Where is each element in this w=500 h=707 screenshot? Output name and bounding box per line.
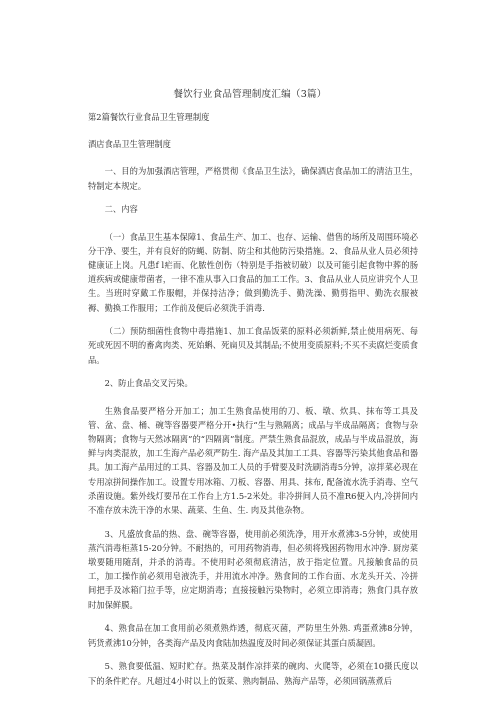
paragraph-purpose: 一、目的为加强酒店管理，严格贯彻《食品卫生法》，确保酒店食品加工的清洁卫生，特制定本规定。: [88, 166, 418, 191]
paragraph-cross-contamination-heading: 2、防止食品交叉污染。: [104, 378, 193, 389]
chapter-heading: 第2篇餐饮行业食品卫生管理制度: [88, 112, 210, 122]
document-title: 餐饮行业食品管理制度汇编（3篇）: [173, 89, 327, 100]
paragraph-storage: 5、熟食要低温、短时贮存。热菜及制作凉拌菜的碗肉、火爬等，必须在10摄氏度以下的条件贮存。凡超过4小时以上的饭菜、熟肉制品、熟海产品等，必须回锅蒸煮后: [88, 661, 418, 686]
paragraph-poisoning-prevention: （二）预防细菌性食物中毒措施1、加工食品饭菜的原料必须新鲜,禁止使用病死、每死或死因不明的畜禽肉类、死始蝌、死扁贝及其制品;不使用变质原料;不买不卖腐烂变质食品。: [88, 326, 418, 365]
section-heading: 酒店食品卫生管理制度: [88, 139, 171, 150]
paragraph-content-heading: 二、内容: [104, 204, 138, 215]
document-body: [88, 110, 418, 697]
paragraph-separation-rules: 生熟食品要严格分开加工；加工生熟食品使用的刀、板、墩、炊具、抹布等工具及管、盆、盘、桶、碗等容器要严格分开•执行“生与熟隔离；成品与半成品隔离；食物与杂物隔离；食物与天然冰隔离”的“四隔离”制度。严禁生熟食品混放，成品与半成品混放，海鲜与肉类混放，加工生海产品必须严防生. 海产品及其加工工具、容器等污染其他食品和器具。加工海产品用过的工具、容器及加工人员的手臂要及时洗刷消毒5分钟，凉拌菜必现在专用凉拼间操作加工。设置专用冰箱、刀板、容器、用具、抹布, 配备流水洗手消毒、空气杀菌设施。紫外线灯要吊在工作台上方1.5-2米处。非冷拼间人员不准R6便入内,冷拼间内不准存放未洗干净的水果、蔬菜、生鱼、生. 肉及其他杂物。: [88, 405, 418, 515]
paragraph-basic-guarantee: （一）食品卫生基本保障1、食品生产、加工、也存、运输、借售的场所及周围环境必分干净、要生，并有良好的防蝇、防制、防尘和其他防污染措施。2、食品从业人员必须持健康证上岗。凡患f l疟而、化脓性创伤（特别是手指被切破）以及可能引起食物中葬的肠道疾病或健康带菌者，一律不准从事入口食品的加工工作。3、食品从业人员应讲究个人卫生。当班时穿戴工作服帽，并保持洁净；做到勤洗手、勤洗澡、勤剪指甲、勤洗衣服被褥、勤换工作服用；工作前及便后必须洗手消毒.: [88, 231, 418, 313]
paragraph-container-disinfection: 3、凡盛放食品的热、盘、碗等容器，使用前必须洗净，用开水煮沸3-5分钟，或使用蒸汽消毒柜蒸15-20分钟。不耐热的，可用药物消毒，但必须将残困药物用水冲净. 厨房菜墩要随用随刮，并杀的消毒。不使用时必须彻底清洁，放于指定位置。凡接触食品的员工，加工操作前必须用皂液洗手，并用流水冲净。熟食间的工作台面、水龙头开关、冷拼间把手及冰箱门拉手等，应定期消毒；直接接触污染物时，必须立即消毒；熟食门具存放时加保鲜膜。: [88, 528, 418, 610]
paragraph-cooking-thoroughly: 4、熟食品在加工食用前必须煮熟炸透，彻底灭菌，严防里生外熟. 鸡蛋煮沸8分钟，钙货煮沸10分钟，各类海产品及肉食陆加热温度及时间必须保证其蛋白质凝固。: [88, 623, 418, 648]
